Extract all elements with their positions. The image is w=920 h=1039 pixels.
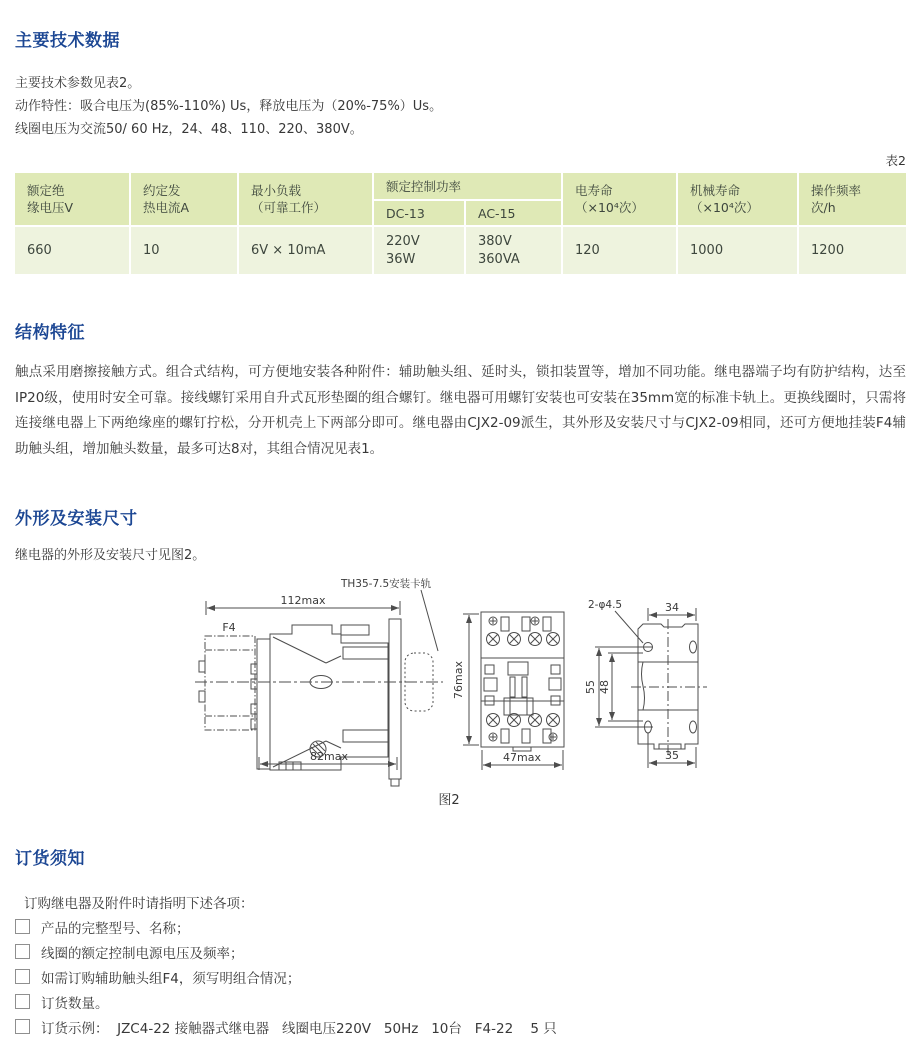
header-min-load: 最小负载 （可靠工作） xyxy=(239,173,372,225)
dim-35: 35 xyxy=(665,749,679,762)
header-ac15: AC-15 xyxy=(466,201,561,225)
section-heading-structure: 结构特征 xyxy=(15,323,85,343)
figure-caption: 图2 xyxy=(438,793,460,808)
checkbox-icon xyxy=(15,994,30,1009)
dim-55: 55 xyxy=(584,680,597,694)
ordering-list xyxy=(15,914,906,1039)
header-op-frequency: 操作频率 次/h xyxy=(799,173,906,225)
section-heading-tech-data: 主要技术数据 xyxy=(15,31,120,51)
screw-icons-bottom xyxy=(487,714,560,744)
table2-label: 表2 xyxy=(885,153,906,168)
checkbox-icon xyxy=(15,969,30,984)
cell-dc13: 220V 36W xyxy=(374,227,464,274)
header-thermal-current: 约定发 热电流A xyxy=(131,173,237,225)
header-control-power-group: 额定控制功率 xyxy=(374,173,561,199)
cell-electrical-life: 120 xyxy=(563,227,676,274)
header-mechanical-life: 机械寿命 （×10⁴次） xyxy=(678,173,797,225)
checkbox-icon xyxy=(15,919,30,934)
checkbox-icon xyxy=(15,944,30,959)
dim-112max: 112max xyxy=(280,594,326,607)
ordering-item: 线圈的额定控制电源电压及频率； xyxy=(15,939,906,964)
dim-34: 34 xyxy=(665,601,679,614)
tech-data-line: 主要技术参数见表2。 xyxy=(15,76,141,91)
dim-76max: 76max xyxy=(452,661,465,699)
cell-op-frequency: 1200 xyxy=(799,227,906,274)
ordering-item: 产品的完整型号、名称； xyxy=(15,914,906,939)
dimensions-intro: 继电器的外形及安装尺寸见图2。 xyxy=(15,548,206,563)
header-dc13: DC-13 xyxy=(374,201,464,225)
dim-48: 48 xyxy=(598,680,611,694)
dimension-drawing xyxy=(191,577,721,789)
spec-table xyxy=(15,173,906,274)
tech-data-paragraph xyxy=(15,72,906,141)
hole-diameter-label: 2-φ4.5 xyxy=(588,599,623,611)
header-insulation-voltage: 额定绝 缘电压V xyxy=(15,173,129,225)
ordering-item: 订货示例： JZC4-22 接触器式继电器 线圈电压220V 50Hz 10台 F4-22 5 只 xyxy=(15,1014,906,1039)
figure-2 xyxy=(191,577,721,808)
ordering-intro: 订购继电器及附件时请指明下述各项： xyxy=(24,896,254,912)
cell-ac15: 380V 360VA xyxy=(466,227,561,274)
cell-min-load: 6V × 10mA xyxy=(239,227,372,274)
dim-82max: 82max xyxy=(310,750,348,763)
rail-label: TH35-7.5安装卡轨 xyxy=(341,578,432,590)
section-heading-ordering: 订货须知 xyxy=(15,849,85,869)
ordering-item: 订货数量。 xyxy=(15,989,906,1014)
checkbox-icon xyxy=(15,1019,30,1034)
section-heading-dimensions: 外形及安装尺寸 xyxy=(15,509,138,529)
cell-mechanical-life: 1000 xyxy=(678,227,797,274)
tech-data-line: 动作特性：吸合电压为(85%-110%) Us，释放电压为（20%-75%）Us。 xyxy=(15,99,443,114)
cell-thermal-current: 10 xyxy=(131,227,237,274)
cell-insulation-voltage: 660 xyxy=(15,227,129,274)
screw-icons-top xyxy=(487,617,560,646)
structure-paragraph: 触点采用磨擦接触方式。组合式结构，可方便地安装各种附件：辅助触头组、延时头，锁扣装置等，增加不同功能。继电器端子均有防护结构，达至IP20级，使用时安全可靠。接线螺钉采用自升式瓦形垫圈的组合螺钉。继电器可用螺钉安装也可安装在35mm宽的标准卡轨上。更换线圈时，只需将连接继电器上下两绝缘座的螺钉拧松，分开机壳上下两部分即可。继电器由CJX2-09派生，其外形及安装尺寸与CJX2-09相同，还可方便地挂装F4辅助触头组，增加触头数量，最多可达8对，其组合情况见表1。 xyxy=(15,364,906,457)
ordering-item: 如需订购辅助触头组F4，须写明组合情况； xyxy=(15,964,906,989)
tech-data-line: 线圈电压为交流50/ 60 Hz，24、48、110、220、380V。 xyxy=(15,122,363,137)
f4-label: F4 xyxy=(222,621,236,634)
header-electrical-life: 电寿命 （×10⁴次） xyxy=(563,173,676,225)
dim-47max: 47max xyxy=(503,751,541,764)
